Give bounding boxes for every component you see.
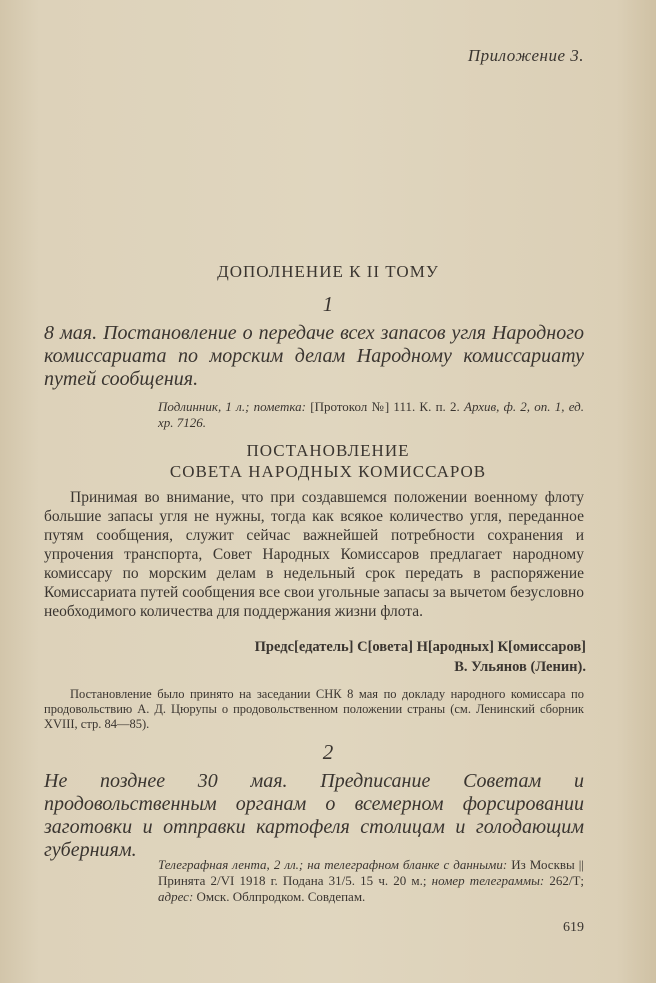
source-note-1 (158, 399, 584, 431)
source-2-part2: Из Москвы || Принята 2/VI 1918 г. Подана 31/5. 15 ч. 20 м.; (158, 857, 584, 888)
document-number-2: 2 (322, 740, 334, 764)
appendix-label: Приложение 3. (467, 46, 584, 65)
signature (255, 637, 586, 677)
source-2-part3: номер телеграммы: (431, 873, 545, 888)
document-heading-2: Не позднее 30 мая. Предписание Советам и продовольственным органам о всемерном форсировании заготовки и отправки картофеля столицам и голодающим губерниям. (44, 770, 584, 861)
source-2-part6: Омск. Облпродком. Совдепам. (196, 889, 366, 904)
source-1-part3: Архив, ф. 2, оп. 1, ед. хр. 7126. (158, 399, 584, 430)
page-number: 619 (563, 920, 584, 935)
source-2-part5: адрес: (158, 889, 194, 904)
editorial-note: Постановление было принято на заседании СНК 8 мая по докладу народного комиссара по продовольствию А. Д. Цюрупы о продовольственном положении страны (см. Ленинский сборник XVIII, стр. 84—85). (44, 687, 584, 731)
document-number-1: 1 (322, 292, 334, 316)
document-title (0, 440, 656, 482)
source-1-part2: [Протокол №] 111. К. п. 2. (310, 399, 460, 414)
source-2-part4: 262/Т; (549, 873, 585, 888)
section-title: ДОПОЛНЕНИЕ К II ТОМУ (217, 262, 439, 281)
signature-line2: В. Ульянов (Ленин). (454, 659, 586, 675)
source-note-2 (158, 857, 584, 905)
signature-line1: Предс[едатель] С[овета] Н[ародных] К[омиссаров] (254, 639, 586, 655)
document-title-line1: ПОСТАНОВЛЕНИЕ (246, 441, 410, 460)
document-body: Принимая во внимание, что при создавшемся положении военному флоту большие запасы угля не нужны, тогда как всякое количество угля, переданное путям сообщения, служит сейчас важнейшей потребности сохранения и упрочения транспорта, Совет Народных Комиссаров предлагает народному комиссару по морским делам в недельный срок передать в распоряжение Комиссариата путей сообщения все свои угольные запасы за вычетом безусловно необходимого количества для поддержания жизни флота. (44, 489, 584, 620)
document-heading-1: 8 мая. Постановление о передаче всех запасов угля Народного комиссариата по морским делам Народному комиссариату путей сообщения. (44, 322, 584, 390)
document-title-line2: СОВЕТА НАРОДНЫХ КОМИССАРОВ (169, 462, 487, 481)
source-1-part1: Подлинник, 1 л.; пометка: (158, 399, 306, 414)
source-2-part1: Телеграфная лента, 2 лл.; на телеграфном бланке с данными: (158, 857, 508, 872)
